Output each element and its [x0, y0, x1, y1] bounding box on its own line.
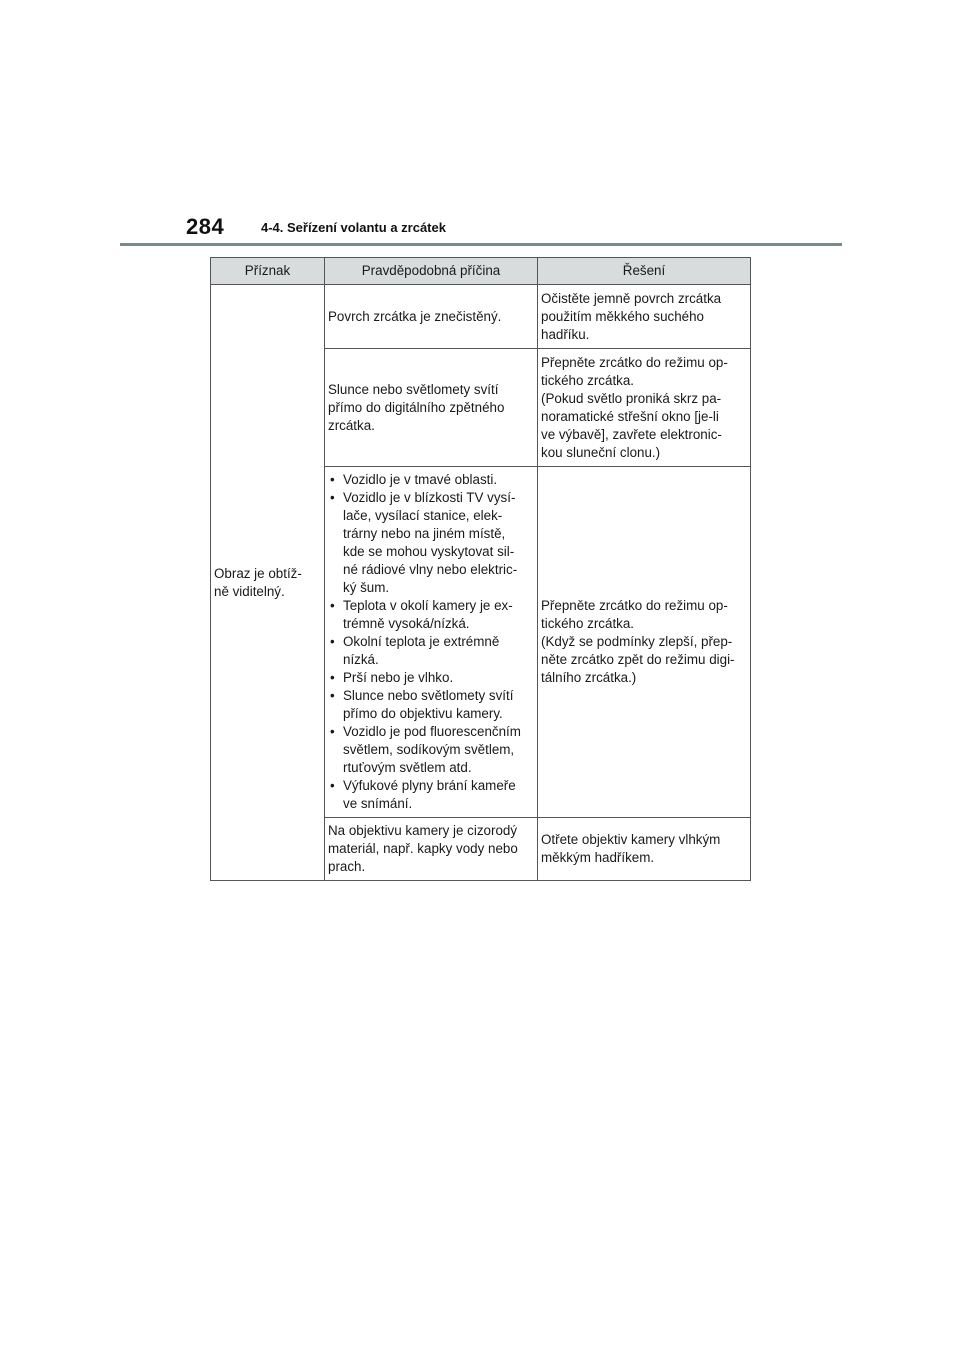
- solution-line: něte zrcátko zpět do režimu digi-: [541, 652, 735, 667]
- cause-bullet: [328, 633, 536, 669]
- solution-cell: [538, 285, 751, 349]
- page-number: 284: [186, 214, 225, 239]
- cause-line: lače, vysílací stanice, elek-: [343, 508, 503, 523]
- header-divider: [120, 243, 842, 246]
- cause-bullet: [328, 723, 536, 777]
- solution-cell: [538, 818, 751, 881]
- solution-line: (Pokud světlo proniká skrz pa-: [541, 390, 722, 406]
- solution-line: (Když se podmínky zlepší, přep-: [541, 634, 733, 649]
- solution-cell: [538, 349, 751, 467]
- solution-line: Otřete objektiv kamery vlhkým: [541, 832, 721, 847]
- cause-bullet: [328, 669, 536, 687]
- cause-line: prach.: [328, 859, 366, 874]
- solution-line: kou sluneční clonu.): [541, 444, 661, 460]
- cause-line: nízká.: [343, 652, 379, 667]
- cause-line: • Vozidlo je pod fluorescenčním: [343, 724, 521, 739]
- solution-line: tického zrcátka.: [541, 616, 635, 631]
- solution-line: Přepněte zrcátko do režimu op-: [541, 354, 728, 370]
- cause-line: ký šum.: [343, 580, 390, 595]
- cause-cell: [325, 349, 538, 467]
- cause-line: • Výfukové plyny brání kameře: [343, 778, 516, 793]
- column-header-symptom: Příznak: [211, 258, 325, 285]
- cause-line: Slunce nebo světlomety svítí: [328, 381, 499, 397]
- cause-line: né rádiové vlny nebo elektric-: [343, 562, 518, 577]
- solution-line: tického zrcátka.: [541, 372, 635, 388]
- cause-bullet: [328, 777, 536, 813]
- cause-line: Povrch zrcátka je znečistěný.: [328, 308, 502, 324]
- cause-list: [328, 471, 536, 813]
- cause-cell: [325, 467, 538, 818]
- symptom-cell: [211, 285, 325, 881]
- cause-line: Na objektivu kamery je cizorodý: [328, 823, 518, 838]
- cause-line: kde se mohou vyskytovat sil-: [343, 544, 515, 559]
- cause-bullet: [328, 489, 536, 597]
- cause-line: trárny nebo na jiném místě,: [343, 526, 506, 541]
- cause-line: zrcátka.: [328, 417, 375, 433]
- cause-line: světlem, sodíkovým světlem,: [343, 742, 515, 757]
- cause-line: • Vozidlo je v blízkosti TV vysí-: [343, 490, 516, 505]
- cause-cell: [325, 285, 538, 349]
- cause-bullet: [328, 597, 536, 633]
- cause-line: přímo do objektivu kamery.: [343, 706, 503, 721]
- table-row: [211, 285, 751, 349]
- solution-line: noramatické střešní okno [je-li: [541, 408, 719, 424]
- solution-line: Očistěte jemně povrch zrcátka: [541, 290, 722, 306]
- cause-line: materiál, např. kapky vody nebo: [328, 841, 518, 856]
- section-title: 4-4. Seřízení volantu a zrcátek: [261, 220, 446, 235]
- cause-cell: [325, 818, 538, 881]
- cause-line: ve snímání.: [343, 796, 413, 811]
- cause-line: rtuťovým světlem atd.: [343, 760, 472, 775]
- column-header-cause: Pravděpodobná příčina: [325, 258, 538, 285]
- cause-line: • Okolní teplota je extrémně: [343, 634, 500, 649]
- solution-line: hadříku.: [541, 326, 590, 342]
- solution-line: měkkým hadříkem.: [541, 850, 655, 865]
- solution-cell: [538, 467, 751, 818]
- solution-line: tálního zrcátka.): [541, 670, 637, 685]
- solution-line: Přepněte zrcátko do režimu op-: [541, 598, 728, 613]
- cause-line: přímo do digitálního zpětného: [328, 399, 505, 415]
- column-header-solution: Řešení: [538, 258, 751, 285]
- cause-line: trémně vysoká/nízká.: [343, 616, 470, 631]
- cause-line: • Teplota v okolí kamery je ex-: [343, 598, 513, 613]
- table-header-row: [211, 258, 751, 285]
- cause-line: • Slunce nebo světlomety svítí: [343, 688, 514, 703]
- symptom-line: ně viditelný.: [214, 583, 285, 599]
- troubleshooting-table: [210, 257, 751, 881]
- solution-line: použitím měkkého suchého: [541, 308, 705, 324]
- cause-bullet: [328, 687, 536, 723]
- solution-line: ve výbavě], zavřete elektronic-: [541, 426, 722, 442]
- cause-line: Prší nebo je vlhko.: [343, 670, 454, 685]
- symptom-line: Obraz je obtíž-: [214, 565, 302, 581]
- cause-bullet: [328, 471, 536, 489]
- cause-line: Vozidlo je v tmavé oblasti.: [343, 472, 498, 487]
